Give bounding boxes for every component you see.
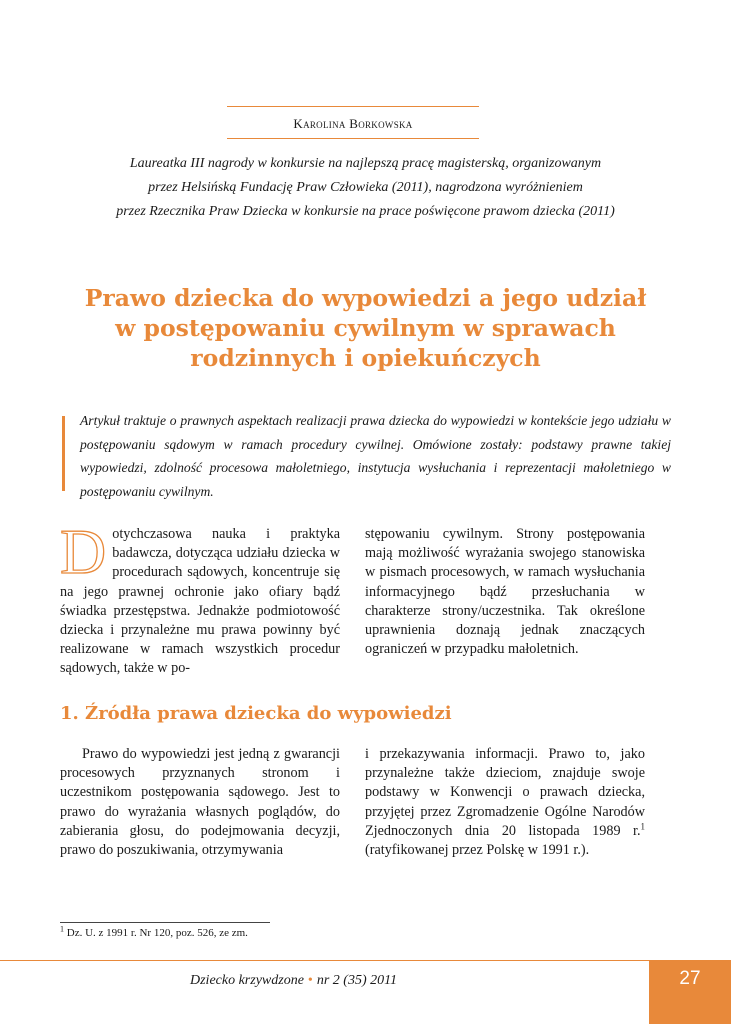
author-note-line: przez Rzecznika Praw Dziecka w konkursie na prace poświęcone prawom dziecka (2011) (116, 204, 615, 219)
intro-left-column (60, 516, 340, 679)
author-note-line: przez Helsińską Fundację Praw Człowieka (2011), nagrodzona wyróżnieniem (148, 180, 583, 195)
intro-right-text: stępowaniu cywilnym. Strony postępowania mają możliwość wyrażania swojego stanowiska w pismach procesowych, w ramach wysłuchania informacyjnego bądź przesłuchania w charakterze strony/uczestnika. Tak określone uprawnienia doznają jednak znaczących ograniczeń w przypadku małoletnich. (365, 526, 645, 658)
running-footer (190, 973, 397, 989)
section1-left-text: Prawo do wypowiedzi jest jedną z gwarancji procesowych przyznanych stronom i uczestnikom postępowania sądowego. Jest to prawo do wyrażania własnych poglądów, do zabierania głosu, do podejmowania decyzji, prawo do poszukiwania, otrzymywania (60, 746, 340, 859)
title-line: rodzinnych i opiekuńczych (190, 344, 541, 372)
header-bottom-rule (227, 138, 479, 139)
bullet-separator: • (307, 973, 313, 988)
journal-name: Dziecko krzywdzone (190, 973, 304, 988)
title-line: w postępowaniu cywilnym w sprawach (115, 314, 616, 342)
page-number: 27 (679, 968, 701, 989)
title-line: Prawo dziecka do wypowiedzi a jego udział (84, 284, 647, 312)
header-top-rule (227, 106, 479, 107)
author-note-line: Laureatka III nagrody w konkursie na najlepszą pracę magisterską, organizowanym (129, 156, 602, 171)
section-heading: 1. Źródła prawa dziecka do wypowiedzi (60, 703, 452, 724)
abstract-accent-bar (62, 416, 65, 491)
footer-rule (0, 960, 649, 961)
intro-right-column (365, 525, 645, 659)
section1-right-column (365, 745, 645, 860)
section1-right-text-end: (ratyfikowanej przez Polskę w 1991 r.). (365, 842, 590, 859)
issue-info: nr 2 (35) 2011 (316, 973, 398, 988)
footnote (60, 924, 248, 939)
section1-right-text: i przekazywania informacji. Prawo to, jako przynależne także dzieciom, znajduje swoje podstawy w Konwencji o prawach dziecka, przyjętej przez Zgromadzenie Ogólne Narodów Zjednoczonych dnia 20 listopada 1989 r. (365, 746, 645, 839)
section1-left-column (60, 745, 340, 860)
footnote-rule (60, 922, 270, 923)
abstract: Artykuł traktuje o prawnych aspektach realizacji prawa dziecka do wypowiedzi w kontekście jego udziału w postępowaniu sądowym w ramach procedury cywilnej. Omówione zostały: podstawy prawne takiej wypowiedzi, zdolność procesowa małoletniego, instytucja wysłuchania i reprezentacji małoletniego w postępowaniu cywilnym. (80, 413, 671, 499)
author-name: Karolina Borkowska (293, 116, 413, 131)
footnote-mark: 1 (60, 924, 64, 934)
author-note (60, 152, 671, 224)
footnote-text: Dz. U. z 1991 r. Nr 120, poz. 526, ze zm. (64, 927, 248, 939)
drop-cap: D (60, 516, 107, 587)
footnote-reference[interactable]: 1 (640, 821, 645, 832)
page-number-box (649, 960, 731, 1024)
article-title (60, 283, 671, 373)
intro-left-text: otychczasowa nauka i praktyka badawcza, dotycząca udziału dziecka w procedurach sądowych, koncentruje się na jego prawnej ochronie jako ofiary bądź świadka przestępstwa. Jednakże podmiotowość dziecka i przynależne mu prawa powinny być realizowane w ramach wszystkich procedur sądowych, także w po- (60, 526, 340, 677)
